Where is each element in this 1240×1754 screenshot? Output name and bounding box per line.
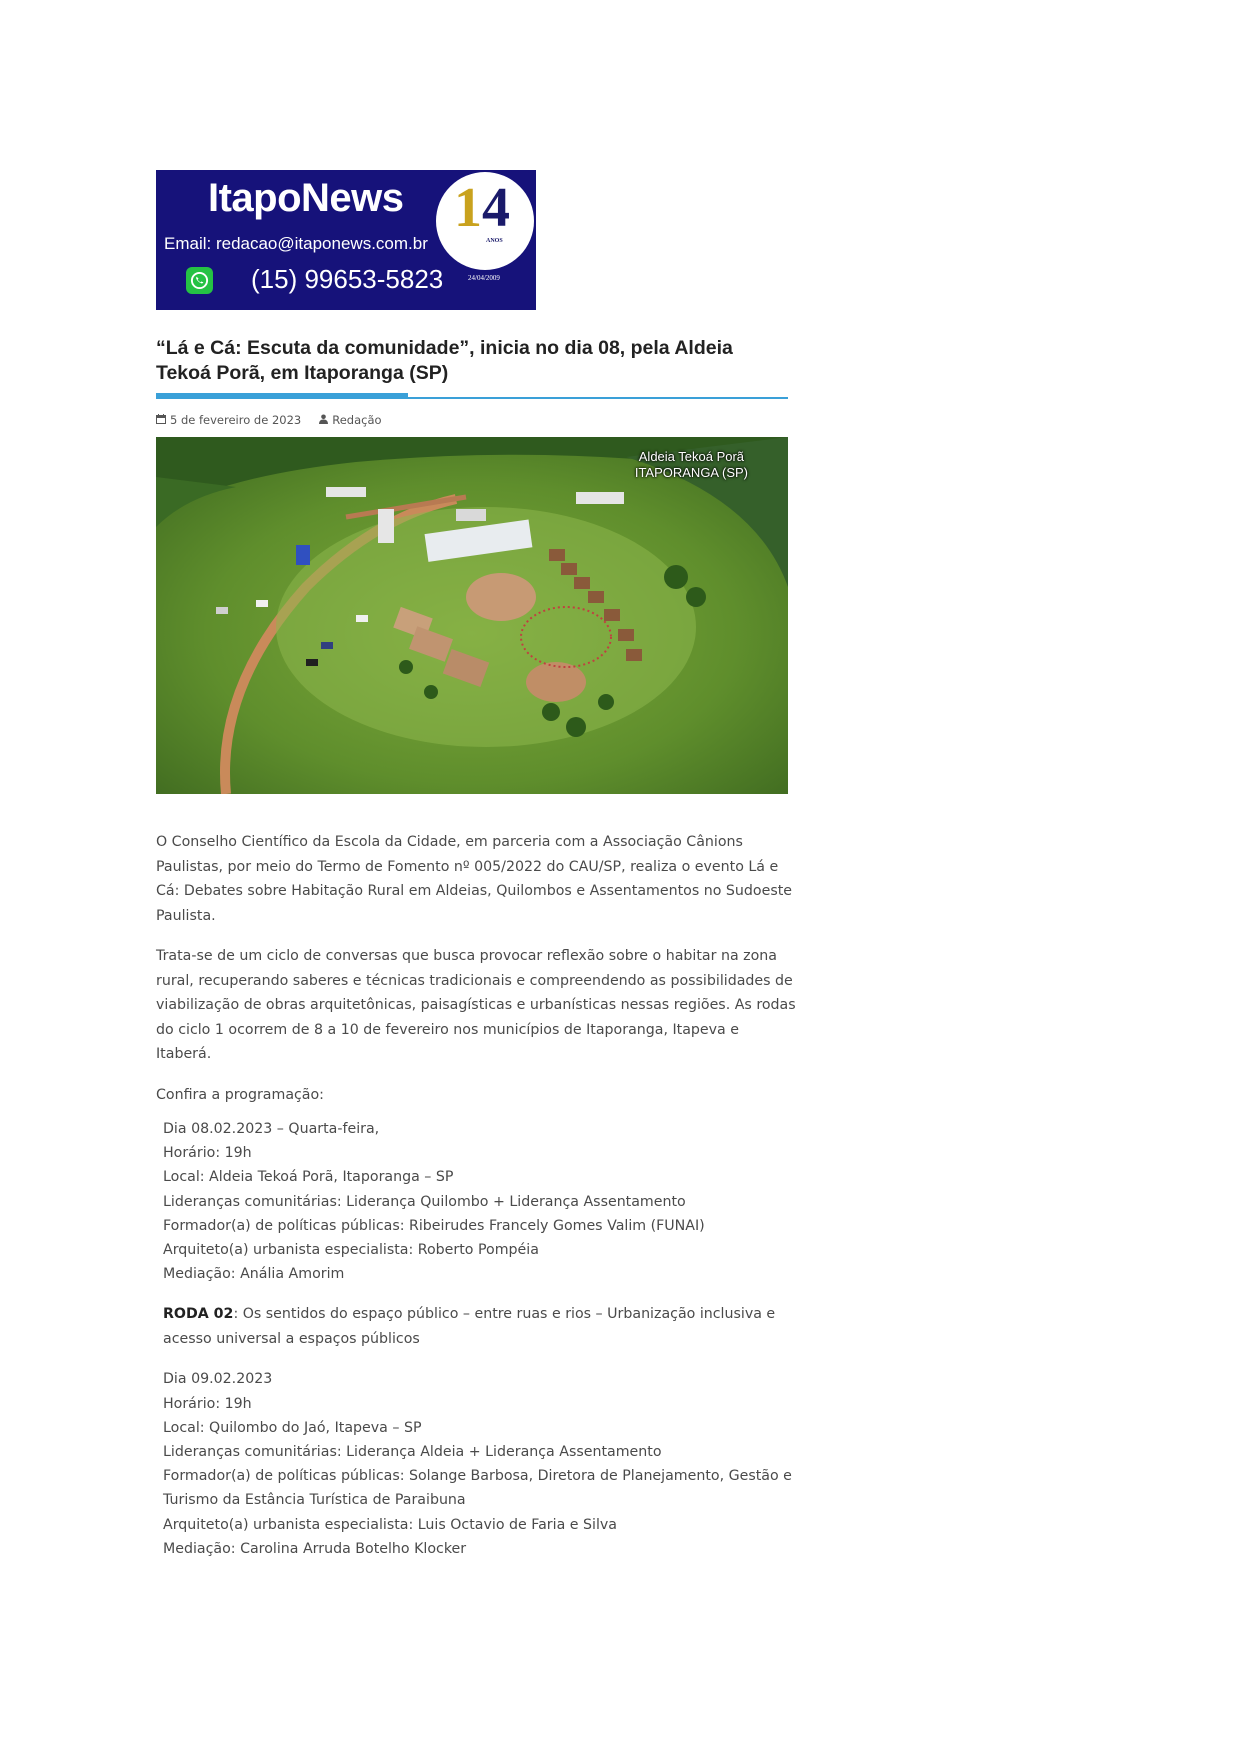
title-underline-accent (156, 393, 408, 399)
article-author[interactable]: Redação (332, 413, 382, 427)
whatsapp-icon (186, 267, 213, 294)
program-line: Formador(a) de políticas públicas: Ribeirudes Francely Gomes Valim (FUNAI) (163, 1217, 705, 1234)
program-line: Local: Quilombo do Jaó, Itapeva – SP (163, 1419, 422, 1436)
program-day-2 (156, 1367, 796, 1561)
anniversary-badge (436, 172, 534, 270)
program-line: Mediação: Carolina Arruda Botelho Klocker (163, 1540, 467, 1557)
program-day-1 (156, 1117, 796, 1286)
article-body (156, 830, 796, 1561)
program-line: Dia 09.02.2023 (163, 1371, 273, 1388)
program-intro: Confira a programação: (156, 1086, 324, 1103)
article-title[interactable]: “Lá e Cá: Escuta da comunidade”, inicia no dia 08, pela Aldeia Tekoá Porã, em Itaporanga (SP) (156, 337, 733, 384)
brand-name: ItapoNews (208, 176, 404, 220)
banner-email: Email: redacao@itaponews.com.br (164, 234, 428, 253)
program-line: Local: Aldeia Tekoá Porã, Itaporanga – SP (163, 1169, 454, 1186)
badge-number: 14 (454, 177, 510, 239)
itaponews-banner[interactable] (156, 170, 536, 310)
paragraph: Trata-se de um ciclo de conversas que busca provocar reflexão sobre o habitar na zona rural, recuperando saberes e técnicas tradicionais e compreendendo as possibilidades de viabilização de obras arquitetônicas, paisagísticas e urbanísticas nessas regiões. As rodas do ciclo 1 ocorrem de 8 a 10 de fevereiro nos municípios de Itaporanga, Itapeva e Itaberá. (156, 948, 796, 1062)
paragraph: O Conselho Científico da Escola da Cidade, em parceria com a Associação Cânions Paulistas, por meio do Termo de Fomento nº 005/2022 do CAU/SP, realiza o evento Lá e Cá: Debates sobre Habitação Rural em Aldeias, Quilombos e Assentamentos no Sudoeste Paulista. (156, 834, 792, 924)
program-line: Arquiteto(a) urbanista especialista: Luis Octavio de Faria e Silva (163, 1516, 617, 1533)
program-line: Arquiteto(a) urbanista especialista: Roberto Pompéia (163, 1242, 539, 1259)
article-date[interactable]: 5 de fevereiro de 2023 (170, 413, 302, 427)
badge-anos-label: ANOS (486, 238, 503, 244)
calendar-icon (156, 413, 166, 427)
program-line: Mediação: Anália Amorim (163, 1266, 345, 1283)
article-meta (156, 413, 382, 427)
program-line: Horário: 19h (163, 1395, 252, 1412)
program-line: Horário: 19h (163, 1145, 252, 1162)
badge-since-date: 24/04/2009 (468, 274, 500, 282)
program-line: Dia 08.02.2023 – Quarta-feira, (163, 1121, 380, 1137)
photo-caption-line-1: Aldeia Tekoá Porã (638, 449, 745, 464)
roda-02-label: RODA 02 (163, 1306, 234, 1323)
program-line: Lideranças comunitárias: Liderança Aldeia + Liderança Assentamento (163, 1444, 662, 1461)
photo-caption-line-2: ITAPORANGA (SP) (634, 465, 748, 480)
program-line: Lideranças comunitárias: Liderança Quilombo + Liderança Assentamento (163, 1193, 686, 1210)
user-icon (319, 413, 328, 427)
banner-phone: (15) 99653-5823 (251, 264, 444, 294)
photo-caption (635, 449, 748, 481)
program-line: Formador(a) de políticas públicas: Solange Barbosa, Diretora de Planejamento, Gestão e Turismo da Estância Turística de Paraibuna (163, 1468, 792, 1509)
aerial-photo (156, 437, 788, 794)
roda-02-heading (156, 1302, 796, 1351)
roda-02-text: : Os sentidos do espaço público – entre ruas e rios – Urbanização inclusiva e acesso universal a espaços públicos (163, 1306, 776, 1347)
